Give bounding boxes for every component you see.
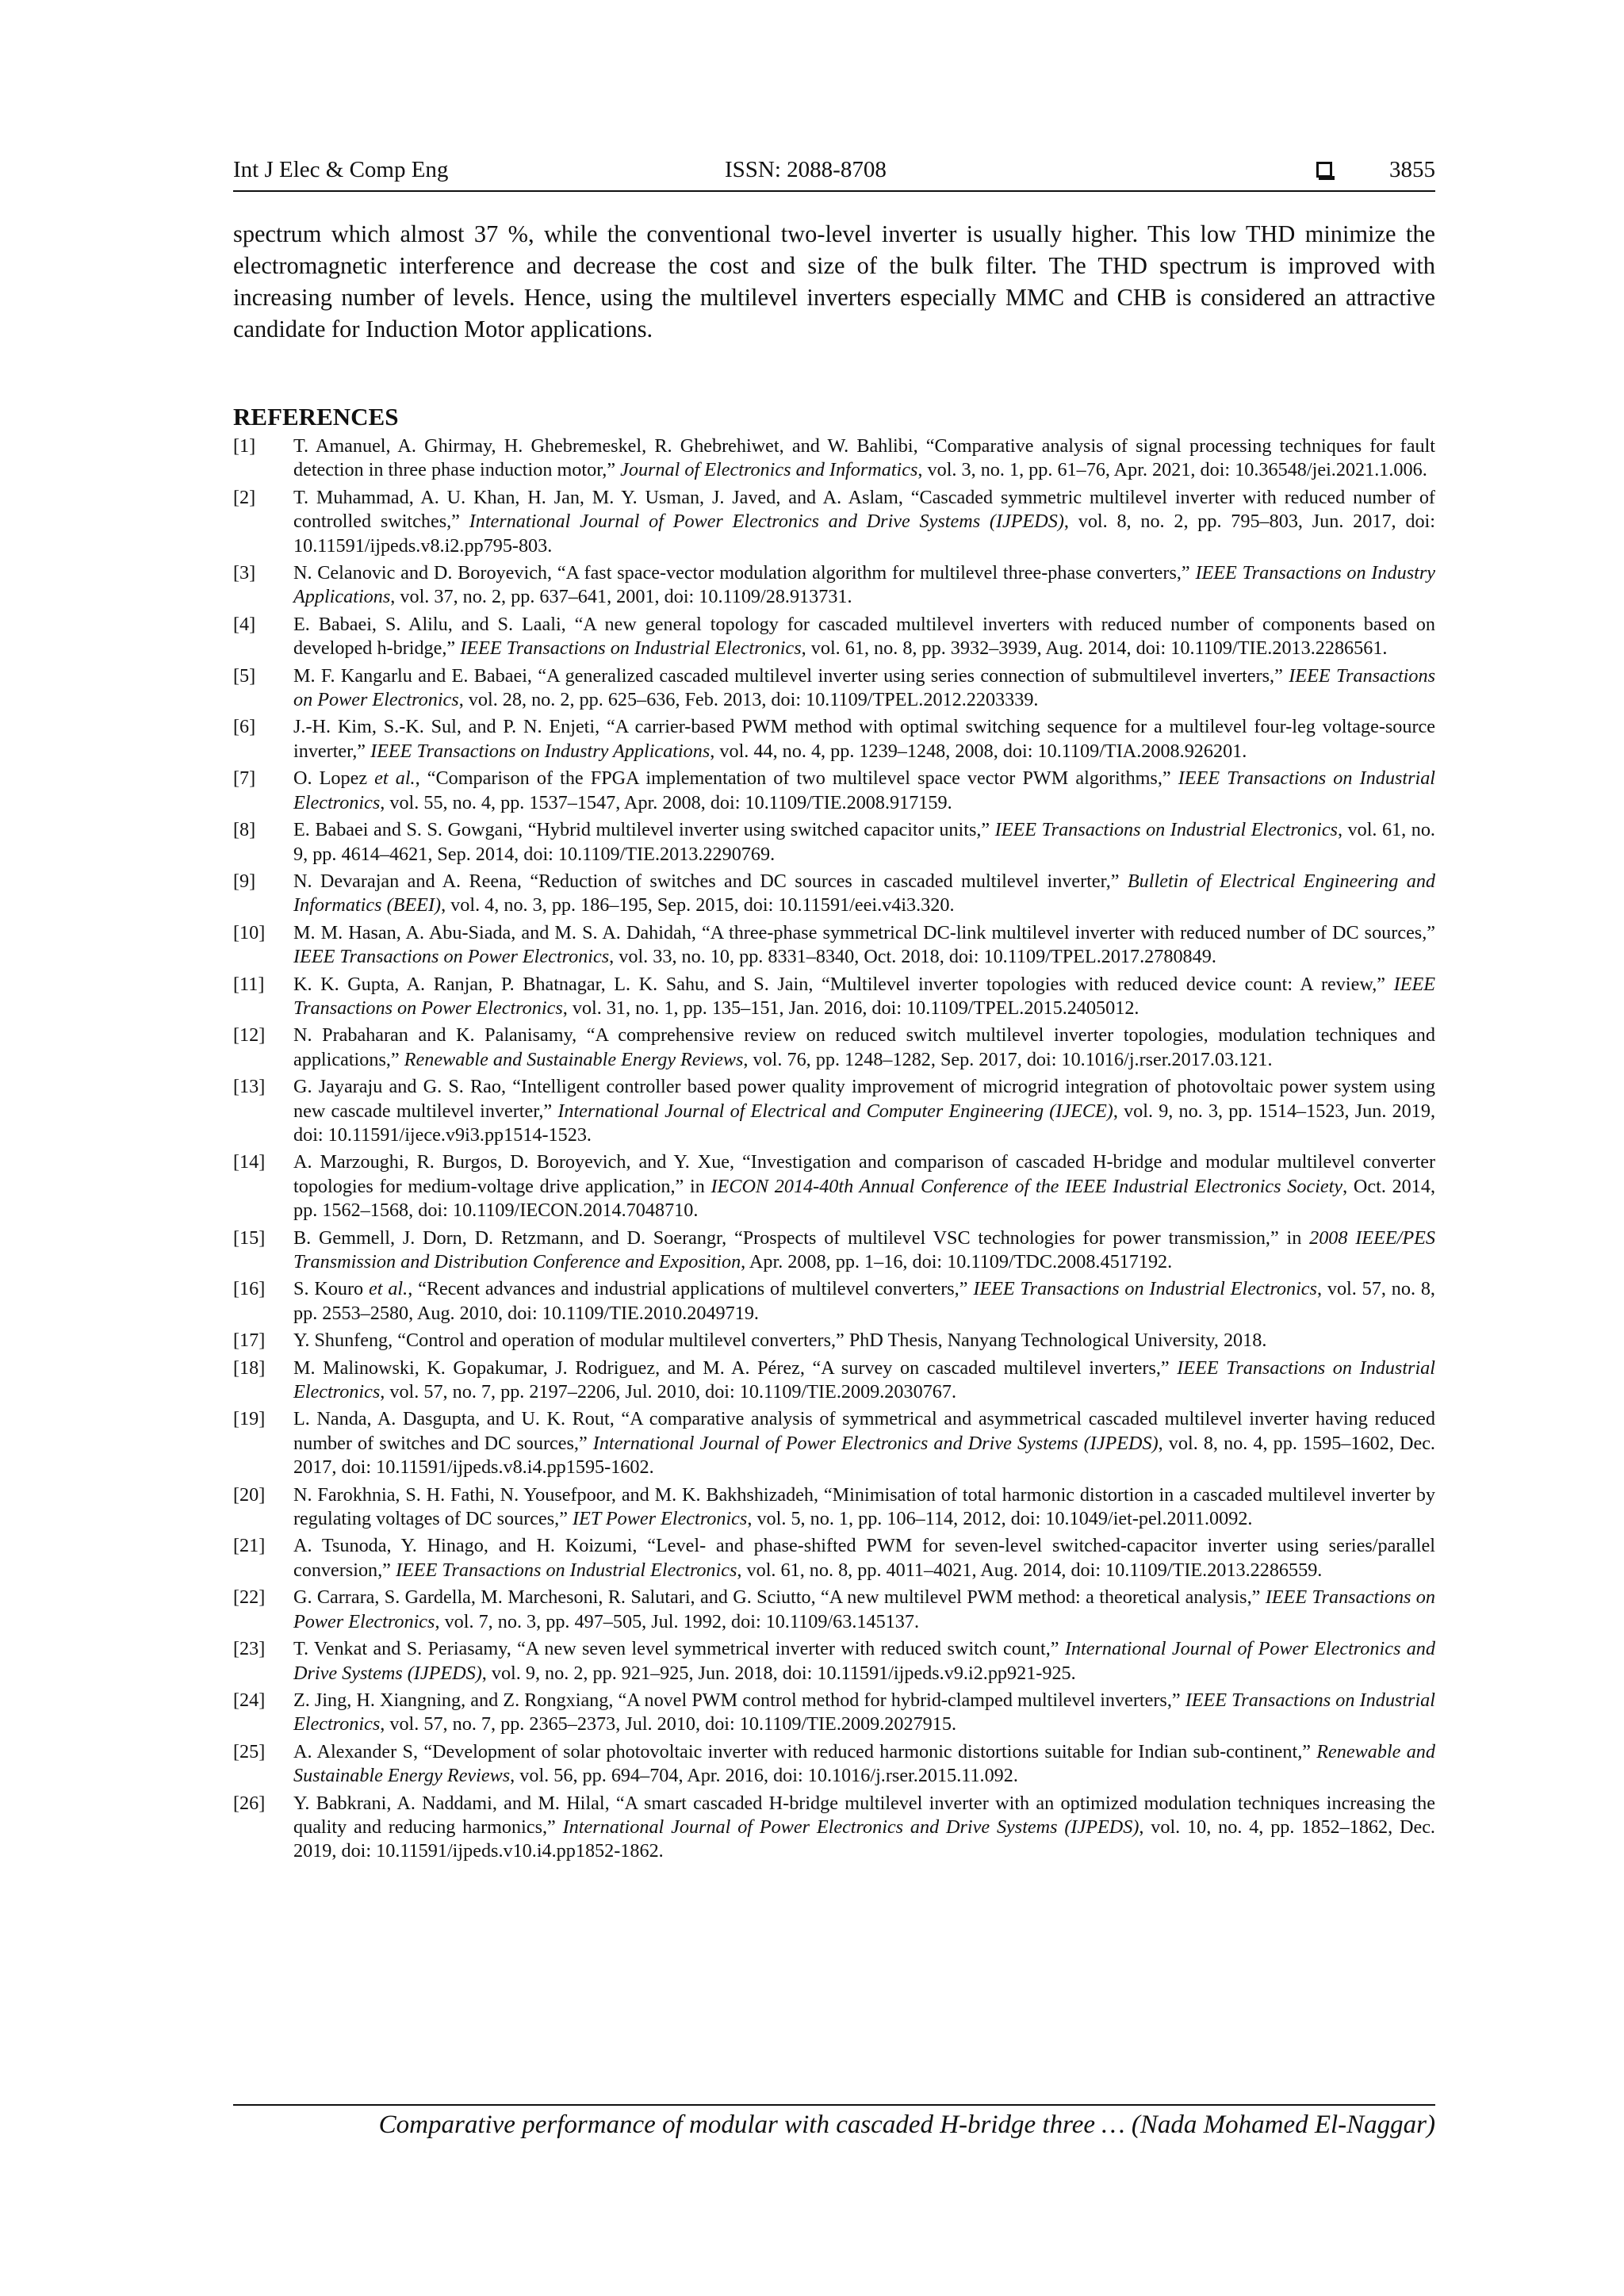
- reference-number: [26]: [233, 1792, 266, 1814]
- reference-venue: IEEE Transactions on Industrial Electronics: [293, 767, 1436, 813]
- reference-authors-title: N. Prabaharan and K. Palanisamy, “A comprehensive review on reduced switch multilevel inverter topologies, modulation techniques and applications,”: [293, 1024, 1435, 1070]
- reference-details: , vol. 28, no. 2, pp. 625–636, Feb. 2013, doi: 10.1109/TPEL.2012.2203339.: [458, 689, 1039, 711]
- references-heading: REFERENCES: [233, 403, 399, 430]
- reference-authors-title: J.-H. Kim, S.-K. Sul, and P. N. Enjeti, “A carrier-based PWM method with optimal switching sequence for a multilevel four-leg voltage-source inverter,”: [293, 716, 1435, 762]
- reference-number: [4]: [233, 613, 256, 635]
- reference-authors-title: Z. Jing, H. Xiangning, and Z. Rongxiang, “A novel PWM control method for hybrid-clamped multilevel inverters,”: [293, 1689, 1185, 1711]
- reference-number: [24]: [233, 1689, 266, 1711]
- reference-venue: IEEE Transactions on Power Electronics: [293, 946, 610, 968]
- reference-number: [15]: [233, 1226, 266, 1249]
- reference-venue: IEEE Transactions on Power Electronics: [293, 973, 1435, 1019]
- reference-venue: Renewable and Sustainable Energy Reviews: [404, 1048, 744, 1070]
- reference-item: [233, 1075, 1435, 1147]
- reference-authors-title: S. Kouro: [293, 1278, 370, 1300]
- reference-number: [13]: [233, 1076, 266, 1098]
- reference-venue: IEEE Transactions on Industry Applications: [370, 740, 710, 762]
- reference-number: [7]: [233, 767, 256, 790]
- reference-venue: IEEE Transactions on Industrial Electronics: [460, 637, 802, 660]
- reference-details: , vol. 4, no. 3, pp. 186–195, Sep. 2015, doi: 10.11591/eei.v4i3.320.: [441, 894, 955, 916]
- reference-number: [20]: [233, 1483, 266, 1506]
- reference-authors-title: M. Malinowski, K. Gopakumar, J. Rodriguez, and M. A. Pérez, “A survey on cascaded multilevel inverters,”: [293, 1357, 1178, 1379]
- reference-venue: International Journal of Power Electronics and Drive Systems (IJPEDS): [562, 1816, 1139, 1838]
- reference-venue: IEEE Transactions on Industrial Electronics: [293, 1689, 1435, 1735]
- footer-rule: [233, 2104, 1435, 2106]
- reference-authors-title: B. Gemmell, J. Dorn, D. Retzmann, and D. Soerangr, “Prospects of multilevel VSC technologies for power transmission,” in: [293, 1226, 1310, 1249]
- reference-venue: IET Power Electronics: [572, 1508, 748, 1530]
- running-header: [233, 157, 1435, 192]
- reference-item: [233, 1586, 1435, 1634]
- reference-number: [10]: [233, 921, 266, 943]
- reference-item: [233, 870, 1435, 918]
- reference-item: [233, 767, 1435, 815]
- reference-authors-title: T. Amanuel, A. Ghirmay, H. Ghebremeskel, R. Ghebrehiwet, and W. Bahlibi, “Comparative analysis of signal processing techniques for fault detection in three phase induction motor,”: [293, 435, 1435, 481]
- reference-authors-title: A. Alexander S, “Development of solar photovoltaic inverter with reduced harmonic distortions suitable for Indian sub-continent,”: [293, 1740, 1317, 1762]
- reference-number: [12]: [233, 1024, 266, 1047]
- reference-item: [233, 818, 1435, 867]
- reference-details: , vol. 9, no. 3, pp. 1514–1523, Jun. 2019, doi: 10.11591/ijece.v9i3.pp1514-1523.: [293, 1100, 1436, 1146]
- reference-venue: IEEE Transactions on Industrial Electronics: [293, 1357, 1435, 1403]
- reference-number: [3]: [233, 562, 256, 584]
- reference-title: , “Comparison of the FPGA implementation of two multilevel space vector PWM algorithms,”: [415, 767, 1178, 790]
- reference-venue: 2008 IEEE/PES Transmission and Distribution Conference and Exposition: [293, 1226, 1435, 1272]
- reference-authors-title: E. Babaei, S. Alilu, and S. Laali, “A new general topology for cascaded multilevel inverters with reduced number of components based on developed h-bridge,”: [293, 613, 1435, 660]
- reference-details: , vol. 8, no. 2, pp. 795–803, Jun. 2017, doi: 10.11591/ijpeds.v8.i2.pp795-803.: [293, 511, 1435, 557]
- reference-item: [233, 613, 1435, 661]
- reference-number: [2]: [233, 486, 256, 508]
- reference-details: , vol. 31, no. 1, pp. 135–151, Jan. 2016, doi: 10.1109/TPEL.2015.2405012.: [562, 997, 1139, 1019]
- reference-et-al: et al.: [374, 767, 416, 790]
- reference-details: , Apr. 2008, pp. 1–16, doi: 10.1109/TDC.2008.4517192.: [741, 1251, 1173, 1272]
- reference-details: , Oct. 2014, pp. 1562–1568, doi: 10.1109/IECON.2014.7048710.: [293, 1175, 1435, 1222]
- reference-venue: International Journal of Power Electronics and Drive Systems (IJPEDS): [293, 1638, 1435, 1684]
- reference-item: [233, 921, 1435, 970]
- running-footer: Comparative performance of modular with cascaded H-bridge three … (Nada Mohamed El-Naggar): [378, 2110, 1435, 2139]
- reference-details: , vol. 55, no. 4, pp. 1537–1547, Apr. 2008, doi: 10.1109/TIE.2008.917159.: [380, 791, 952, 813]
- reference-number: [22]: [233, 1586, 266, 1609]
- reference-details: , vol. 61, no. 8, pp. 4011–4021, Aug. 2014, doi: 10.1109/TIE.2013.2286559.: [737, 1559, 1323, 1581]
- reference-item: [233, 715, 1435, 763]
- reference-details: , vol. 33, no. 10, pp. 8331–8340, Oct. 2018, doi: 10.1109/TPEL.2017.2780849.: [609, 946, 1216, 968]
- reference-details: , vol. 5, no. 1, pp. 106–114, 2012, doi: 10.1049/iet-pel.2011.0092.: [747, 1508, 1253, 1530]
- reference-item: [233, 1150, 1435, 1223]
- reference-venue: International Journal of Power Electronics and Drive Systems (IJPEDS): [469, 511, 1064, 533]
- issn: ISSN: 2088-8708: [725, 157, 887, 182]
- journal-name: Int J Elec & Comp Eng: [233, 157, 449, 182]
- reference-authors-title: N. Farokhnia, S. H. Fathi, N. Yousefpoor, and M. K. Bakhshizadeh, “Minimisation of total harmonic distortion in a cascaded multilevel inverter by regulating voltages of DC sources,”: [293, 1483, 1435, 1530]
- reference-number: [11]: [233, 973, 265, 995]
- reference-authors-title: N. Celanovic and D. Boroyevich, “A fast space-vector modulation algorithm for multilevel three-phase converters,”: [293, 562, 1196, 584]
- reference-item: [233, 1329, 1435, 1353]
- reference-venue: Renewable and Sustainable Energy Reviews: [293, 1740, 1435, 1787]
- reference-details: , vol. 3, no. 1, pp. 61–76, Apr. 2021, doi: 10.36548/jei.2021.1.006.: [917, 459, 1427, 481]
- reference-list: [233, 434, 1435, 1867]
- reference-number: [23]: [233, 1638, 266, 1660]
- reference-item: [233, 1792, 1435, 1864]
- reference-number: [8]: [233, 819, 256, 841]
- reference-authors-title: O. Lopez: [293, 767, 375, 790]
- reference-et-al: et al.: [369, 1278, 408, 1300]
- reference-authors-title: A. Tsunoda, Y. Hinago, and H. Koizumi, “Level- and phase-shifted PWM for seven-level switched-capacitor inverter using series/parallel conversion,”: [293, 1535, 1435, 1581]
- reference-details: , vol. 61, no. 8, pp. 3932–3939, Aug. 2014, doi: 10.1109/TIE.2013.2286561.: [801, 637, 1388, 660]
- reference-item: [233, 1024, 1435, 1072]
- reference-details: , vol. 57, no. 8, pp. 2553–2580, Aug. 2010, doi: 10.1109/TIE.2010.2049719.: [293, 1278, 1435, 1324]
- reference-item: [233, 1689, 1435, 1737]
- reference-item: [233, 561, 1435, 610]
- reference-details: , vol. 9, no. 2, pp. 921–925, Jun. 2018, doi: 10.11591/ijpeds.v9.i2.pp921-925.: [481, 1662, 1076, 1684]
- reference-venue: IEEE Transactions on Power Electronics: [293, 664, 1435, 711]
- reference-authors-title: K. K. Gupta, A. Ranjan, P. Bhatnagar, L. K. Sahu, and S. Jain, “Multilevel inverter topologies with reduced device count: A review,”: [293, 973, 1394, 995]
- reference-item: [233, 1226, 1435, 1275]
- reference-details: , vol. 57, no. 7, pp. 2365–2373, Jul. 2010, doi: 10.1109/TIE.2009.2027915.: [380, 1713, 957, 1735]
- reference-authors-title: G. Jayaraju and G. S. Rao, “Intelligent controller based power quality improvement of microgrid integration of photovoltaic power system using new cascade multilevel inverter,”: [293, 1076, 1435, 1122]
- reference-authors-title: M. F. Kangarlu and E. Babaei, “A generalized cascaded multilevel inverter using series connection of submultilevel inverters,”: [293, 664, 1289, 687]
- reference-venue: Bulletin of Electrical Engineering and Informatics (BEEI): [293, 870, 1436, 916]
- reference-number: [17]: [233, 1330, 266, 1352]
- reference-venue: IECON 2014-40th Annual Conference of the IEEE Industrial Electronics Society: [710, 1175, 1343, 1197]
- reference-details: , vol. 76, pp. 1248–1282, Sep. 2017, doi: 10.1016/j.rser.2017.03.121.: [743, 1048, 1273, 1070]
- reference-number: [18]: [233, 1357, 266, 1379]
- reference-item: [233, 973, 1435, 1021]
- reference-number: [9]: [233, 870, 256, 892]
- reference-item: [233, 434, 1435, 483]
- reference-number: [19]: [233, 1408, 266, 1430]
- reference-details: , vol. 8, no. 4, pp. 1595–1602, Dec. 2017, doi: 10.11591/ijpeds.v8.i4.pp1595-1602.: [293, 1432, 1435, 1479]
- reference-item: [233, 1483, 1435, 1532]
- reference-item: [233, 1534, 1435, 1582]
- reference-details: , vol. 10, no. 4, pp. 1852–1862, Dec. 2019, doi: 10.11591/ijpeds.v10.i4.pp1852-1862.: [293, 1816, 1435, 1862]
- reference-authors-title: E. Babaei and S. S. Gowgani, “Hybrid multilevel inverter using switched capacitor units,”: [293, 819, 995, 841]
- reference-venue: International Journal of Power Electronics and Drive Systems (IJPEDS): [592, 1432, 1159, 1454]
- reference-item: [233, 664, 1435, 713]
- reference-title: , “Recent advances and industrial applications of multilevel converters,”: [408, 1278, 974, 1300]
- reference-number: [25]: [233, 1740, 266, 1762]
- reference-venue: IEEE Transactions on Industrial Electronics: [395, 1559, 737, 1581]
- reference-venue: Journal of Electronics and Informatics: [620, 459, 918, 481]
- reference-venue: IEEE Transactions on Industry Applications: [293, 562, 1435, 608]
- header-rule: [233, 190, 1435, 192]
- reference-number: [16]: [233, 1278, 266, 1300]
- reference-authors-title: M. M. Hasan, A. Abu-Siada, and M. S. A. Dahidah, “A three-phase symmetrical DC-link multilevel inverter with reduced number of DC sources,”: [293, 921, 1435, 943]
- reference-number: [21]: [233, 1535, 266, 1557]
- reference-authors-title: T. Muhammad, A. U. Khan, H. Jan, M. Y. Usman, J. Javed, and A. Aslam, “Cascaded symmetric multilevel inverter with reduced number of controlled switches,”: [293, 486, 1435, 533]
- conclusion-paragraph: spectrum which almost 37 %, while the conventional two-level inverter is usually higher. This low THD minimize the electromagnetic interference and decrease the cost and size of the bulk filter. The THD spectrum is improved with increasing number of levels. Hence, using the multilevel inverters especially MMC and CHB is considered an attractive candidate for Induction Motor applications.: [233, 220, 1435, 342]
- reference-number: [1]: [233, 435, 256, 457]
- reference-authors-title: Y. Babkrani, A. Naddami, and M. Hilal, “A smart cascaded H-bridge multilevel inverter with an optimized modulation techniques increasing the quality and reducing harmonics,”: [293, 1792, 1435, 1838]
- reference-item: [233, 1637, 1435, 1686]
- reference-details: , vol. 56, pp. 694–704, Apr. 2016, doi: 10.1016/j.rser.2015.11.092.: [510, 1765, 1018, 1787]
- reference-details: , vol. 7, no. 3, pp. 497–505, Jul. 1992, doi: 10.1109/63.145137.: [435, 1610, 919, 1632]
- reference-authors-title: G. Carrara, S. Gardella, M. Marchesoni, R. Salutari, and G. Sciutto, “A new multilevel PWM method: a theoretical analysis,”: [293, 1586, 1266, 1609]
- reference-authors-title: T. Venkat and S. Periasamy, “A new seven level symmetrical inverter with reduced switch count,”: [293, 1638, 1065, 1660]
- reference-number: [14]: [233, 1151, 266, 1173]
- reference-venue: IEEE Transactions on Power Electronics: [293, 1586, 1435, 1632]
- reference-details: , vol. 44, no. 4, pp. 1239–1248, 2008, doi: 10.1109/TIA.2008.926201.: [710, 740, 1247, 762]
- reference-authors-title: L. Nanda, A. Dasgupta, and U. K. Rout, “A comparative analysis of symmetrical and asymmetrical cascaded multilevel inverter having reduced number of switches and DC sources,”: [293, 1408, 1435, 1454]
- reference-item: [233, 1740, 1435, 1789]
- reference-authors-title: A. Marzoughi, R. Burgos, D. Boroyevich, and Y. Xue, “Investigation and comparison of cascaded H-bridge and modular multilevel converter topologies for medium-voltage drive application,” in: [293, 1151, 1435, 1197]
- page-number: 3855: [1389, 157, 1435, 182]
- reference-venue: International Journal of Electrical and Computer Engineering (IJECE): [557, 1100, 1113, 1122]
- reference-authors-title: N. Devarajan and A. Reena, “Reduction of switches and DC sources in cascaded multilevel inverter,”: [293, 870, 1128, 892]
- reference-venue: IEEE Transactions on Industrial Electronics: [973, 1278, 1317, 1300]
- reference-number: [6]: [233, 716, 256, 738]
- reference-details: , vol. 37, no. 2, pp. 637–641, 2001, doi: 10.1109/28.913731.: [390, 586, 852, 608]
- reference-item: [233, 1407, 1435, 1479]
- reference-item: [233, 1277, 1435, 1326]
- reference-venue: IEEE Transactions on Industrial Electronics: [994, 819, 1338, 841]
- reference-item: [233, 486, 1435, 558]
- checkbox-square-icon: [1316, 162, 1332, 178]
- reference-authors-title: Y. Shunfeng, “Control and operation of modular multilevel converters,” PhD Thesis, Nanyang Technological University, 2018.: [293, 1330, 1267, 1352]
- reference-details: , vol. 57, no. 7, pp. 2197–2206, Jul. 2010, doi: 10.1109/TIE.2009.2030767.: [380, 1381, 957, 1403]
- reference-number: [5]: [233, 664, 256, 687]
- reference-item: [233, 1357, 1435, 1405]
- reference-details: , vol. 61, no. 9, pp. 4614–4621, Sep. 2014, doi: 10.1109/TIE.2013.2290769.: [293, 819, 1435, 865]
